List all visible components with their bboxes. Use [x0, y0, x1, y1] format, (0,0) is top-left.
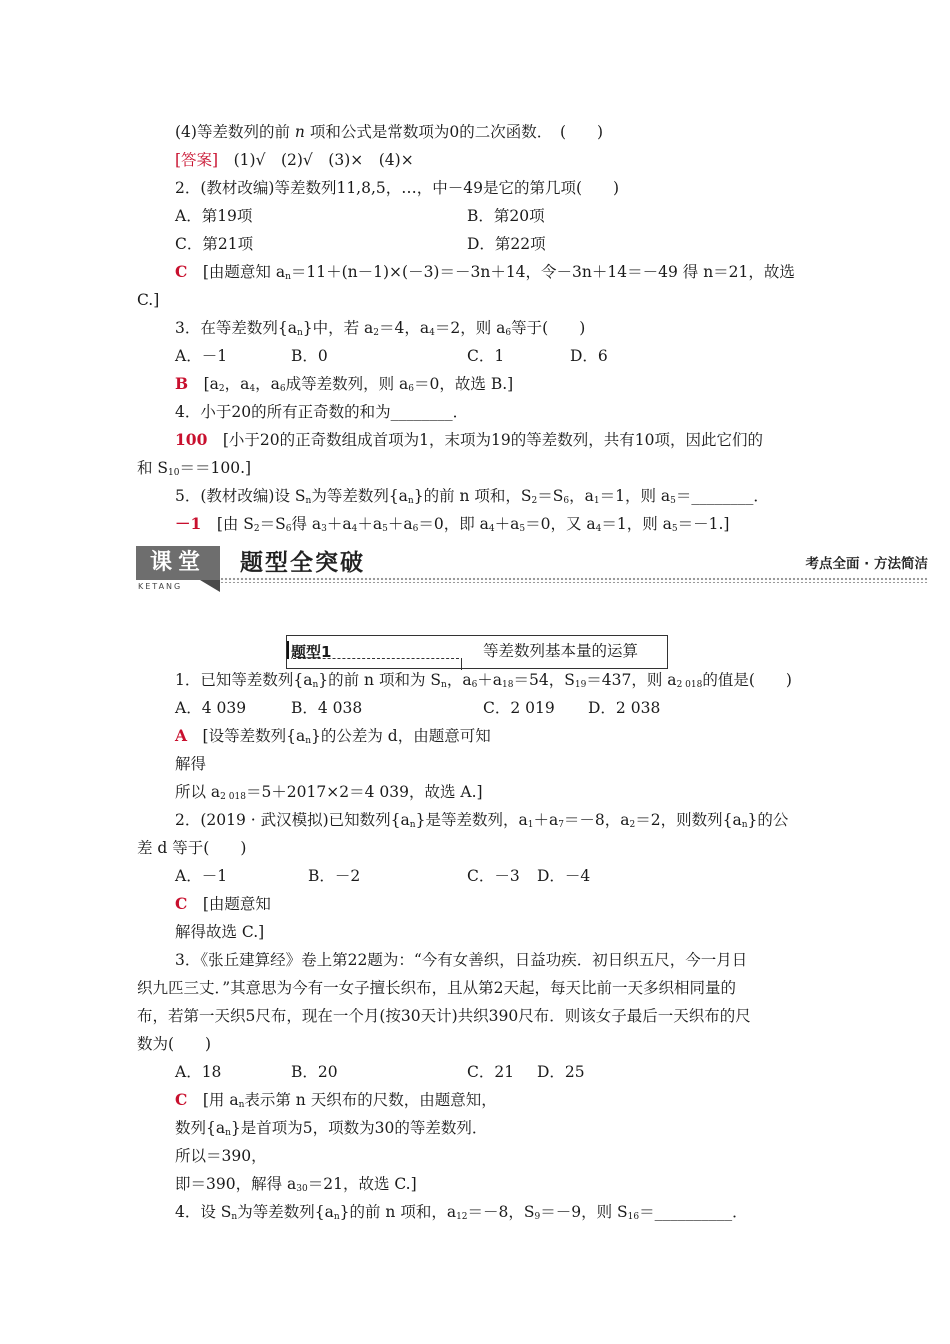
q1-solution-line2: 解得 [175, 755, 207, 773]
problem-4-solution: 100 [小于20的正奇数组成首项为1，末项为19的等差数列，共有10项，因此它们的 [175, 430, 763, 449]
problem-2-solution-cont: C.] [137, 291, 160, 309]
statement-4: (4)等差数列的前 n 项和公式是常数项为0的二次函数． ( ) [175, 123, 604, 141]
problem-3-stem: 3．在等差数列$\{a_n\}$中，若 $a_2=4$，$a_4=2$，则 $a_6$等于( ) [175, 319, 586, 338]
q1-stem: 1．已知等差数列$\{a_n\}$的前 n 项和为 $S_n$，$a_6+a_{18}=54$，$S_{19}=437$，则 $a_{2 018}$的值是( ) [175, 671, 792, 690]
q2-stem-cont: 差 d 等于( ) [137, 839, 247, 857]
q3-solution: C [用 $a_n$表示第 n 天织布的尺数，由题意知， [175, 1090, 497, 1110]
topic-label-underline [293, 658, 459, 659]
q3-options: A．18 B．20 C．21 D．25 [175, 1063, 585, 1081]
q3-solution-line3: 所以＝390， [175, 1147, 267, 1165]
problem-5-solution: －1 [由 $S_2=S_6$得 $a_3+a_4+a_5+a_6=0$，即 $a_4+a_5=0$，又 $a_4=1$，则 $a_5=-1$.] [175, 514, 730, 534]
q3-stem-line4: 数为( ) [137, 1035, 212, 1053]
answer-row: [答案] (1)√ (2)√ (3)× (4)× [175, 151, 414, 169]
problem-3-solution: B [$a_2$，$a_4$，$a_6$成等差数列，则 $a_6=0$，故选 B.] [175, 374, 514, 394]
banner-tagline: 考点全面 · 方法简洁 [805, 556, 928, 572]
q3-solution-line2: 数列$\{a_n\}$是首项为5，项数为30的等差数列． [175, 1119, 488, 1138]
topic-header-box [286, 635, 668, 669]
q1-options: A．4 039 B．4 038 C．2 019 D．2 038 [175, 699, 661, 717]
topic-label: 题型1 [291, 643, 332, 661]
banner-badge-corner [200, 580, 220, 592]
problem-2-options-row2: C．第21项 D．第22项 [175, 235, 546, 253]
q4-stem: 4．设 $S_n$为等差数列$\{a_n\}$的前 n 项和，$a_{12}=-8$，$S_9=-9$，则 $S_{16}=\_\_\_\_\_\_\_\_\_\_$． [175, 1203, 748, 1222]
problem-4-stem: 4．小于20的所有正奇数的和为________． [175, 403, 469, 421]
problem-2-stem: 2．(教材改编)等差数列11,8,5，…，中－49是它的第几项( ) [175, 179, 620, 197]
topic-label-bar [287, 641, 289, 659]
problem-2-options-row1: A．第19项 B．第20项 [175, 207, 545, 225]
q2-stem: 2．(2019 · 武汉模拟)已知数列$\{a_n\}$是等差数列，$a_1+a_7=-8$，$a_2=2$，则数列$\{a_n\}$的公 [175, 811, 789, 830]
q3-stem-line2: 织九匹三丈．”其意思为今有一女子擅长织布，且从第2天起，每天比前一天多织相同量的 [137, 979, 737, 997]
section-banner [136, 544, 928, 596]
q3-solution-line4: 即＝390，解得 $a_{30}=21$，故选 C.] [175, 1175, 417, 1194]
q3-stem-line1: 3．《张丘建算经》卷上第22题为：“今有女善织，日益功疾．初日织五尺，今一月日 [175, 951, 748, 969]
banner-badge: 课堂 [136, 546, 220, 580]
banner-dotted-rule [220, 577, 928, 583]
problem-5-stem: 5．(教材改编)设 $S_n$为等差数列$\{a_n\}$的前 n 项和，$S_2=S_6$，$a_1=1$，则 $a_5=\_\_\_\_\_\_\_\_$． [175, 487, 769, 506]
q1-solution: A [设等差数列$\{a_n\}$的公差为 d，由题意可知 [175, 726, 491, 746]
topic-title: 等差数列基本量的运算 [483, 642, 639, 660]
topic-divider [461, 658, 462, 670]
problem-3-options: A．－1 B．0 C．1 D．6 [175, 347, 608, 365]
q1-solution-line3: 所以 $a_{2 018}=5+2017\times 2=4$ 039，故选 A.] [175, 783, 483, 802]
answer-tag: [答案] [175, 151, 219, 169]
q2-solution: C [由题意知 [175, 894, 271, 913]
banner-badge-pinyin: KETANG [138, 582, 183, 591]
q3-stem-line3: 布，若第一天织5尺布，现在一个月(按30天计)共织390尺布．则该女子最后一天织布的尺 [137, 1007, 751, 1025]
problem-4-solution-cont: 和 $S_{10}==100$.] [137, 459, 252, 478]
q2-options: A．－1 B．－2 C．－3 D．－4 [175, 867, 591, 885]
problem-2-solution: C [由题意知 $a_n=11+(n-1)\times(-3)=-3n+14$，令－3n＋14＝－49 得 n＝21，故选 [175, 262, 795, 282]
q2-solution-line2: 解得故选 C.] [175, 923, 265, 941]
banner-title: 题型全突破 [240, 550, 365, 576]
